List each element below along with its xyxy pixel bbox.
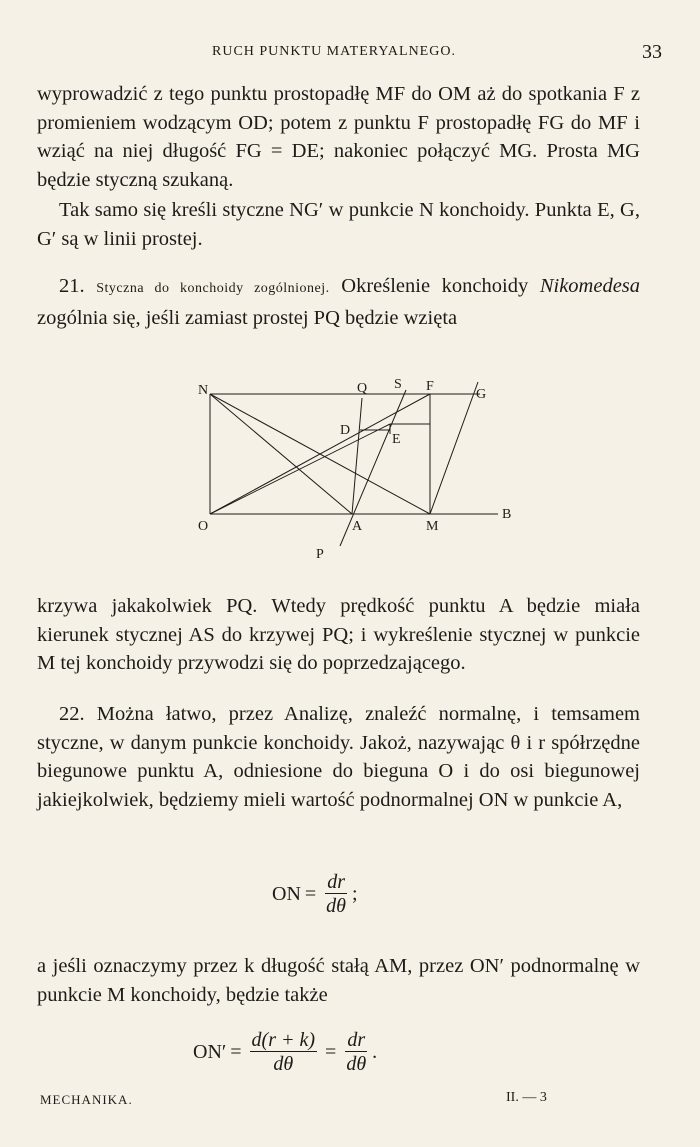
- label-O: O: [198, 519, 209, 534]
- paragraph-conchoid-subnormal: a jeśli oznaczymy przez k długość stałą AM, przez ON′ podnormalnę w punkcie M konchoidy, będzie także: [37, 955, 640, 1006]
- label-Q: Q: [357, 381, 368, 396]
- formula2-denominator-1: dθ: [273, 1053, 294, 1075]
- label-A: A: [352, 519, 363, 534]
- section-21-number: 21.: [59, 275, 85, 297]
- formula1-fraction: [324, 872, 348, 917]
- page-number: 33: [642, 41, 662, 63]
- section-21: [37, 272, 640, 332]
- line-mg: [430, 382, 478, 514]
- label-G: G: [476, 387, 487, 402]
- footer-volume-mark: II. — 3: [506, 1090, 547, 1105]
- conchoid-figure: [190, 368, 530, 568]
- paragraph-continuation: wyprowadzić z tego punktu prostopadłę MF do OM aż do spotkania F z promieniem wodzącym OD; potem z punktu F prostopadłę FG do MF i wziąć na niej długość FG = DE; nakoniec połączyć MG. Prosta MG będzie styczną szukaną.: [37, 83, 640, 191]
- formula1-tail: ;: [352, 883, 358, 905]
- footer-signature: MECHANIKA.: [40, 1092, 133, 1107]
- formula2-numerator-2: dr: [347, 1029, 366, 1051]
- formula2-numerator-1: d(r + k): [251, 1029, 316, 1051]
- running-head: RUCH PUNKTU MATERYALNEGO.: [212, 44, 456, 59]
- section-21-name: Nikomedesa: [539, 275, 641, 297]
- formula2-equals-1: =: [230, 1041, 242, 1063]
- formula2-fraction-1: [250, 1030, 317, 1075]
- section-21-text-a: Określenie konchoidy: [341, 275, 529, 297]
- section-21-heading: Styczna do konchoidy zogólnionej.: [96, 281, 330, 296]
- paragraph-curve-pq: krzywa jakakolwiek PQ. Wtedy prędkość punktu A będzie miała kierunek stycznej AS do krzywej PQ; i wykreślenie stycznej w punkcie M tej konchoidy przywodzi się do poprzedzającego.: [37, 595, 640, 675]
- formula1-denominator: dθ: [326, 895, 346, 917]
- section-21-text-b: zogólnia się, jeśli zamiast prostej PQ będzie wzięta: [37, 306, 458, 329]
- label-F: F: [426, 379, 434, 394]
- formula1-lhs: ON: [272, 883, 301, 905]
- label-D: D: [340, 423, 351, 438]
- formula2-lhs: ON′: [193, 1041, 227, 1063]
- formula1-equals: =: [304, 883, 317, 905]
- label-S: S: [394, 377, 402, 392]
- line-as: [340, 390, 406, 546]
- formula2-equals-2: =: [325, 1041, 337, 1063]
- paragraph-tangent-ng: Tak samo się kreśli styczne NG′ w punkcie N konchoidy. Punkta E, G, G′ są w linii prostej.: [37, 199, 640, 250]
- page-header: [0, 41, 700, 68]
- label-M: M: [426, 519, 439, 534]
- formula2-tail: .: [372, 1041, 378, 1063]
- formula1-numerator: dr: [327, 871, 345, 893]
- paragraph-section-22: 22. Można łatwo, przez Analizę, znaleźć normalnę, i temsamem styczne, w danym punkcie konchoidy. Jakoż, nazywając θ i r spółrzędne biegunowe punktu A, odniesione do bieguna O i do osi biegunowej jakiejkolwiek, będziemy mieli wartość podnormalnej ON w punkcie A,: [37, 703, 640, 811]
- formula-subnormal: [272, 872, 358, 917]
- label-N: N: [198, 383, 209, 398]
- line-od: [210, 424, 390, 514]
- label-P: P: [316, 547, 324, 562]
- label-E: E: [392, 432, 401, 447]
- formula2-denominator-2: dθ: [346, 1053, 367, 1075]
- label-B: B: [502, 507, 512, 522]
- formula2-fraction-2: [344, 1030, 368, 1075]
- formula-subnormal-prime: [193, 1030, 377, 1075]
